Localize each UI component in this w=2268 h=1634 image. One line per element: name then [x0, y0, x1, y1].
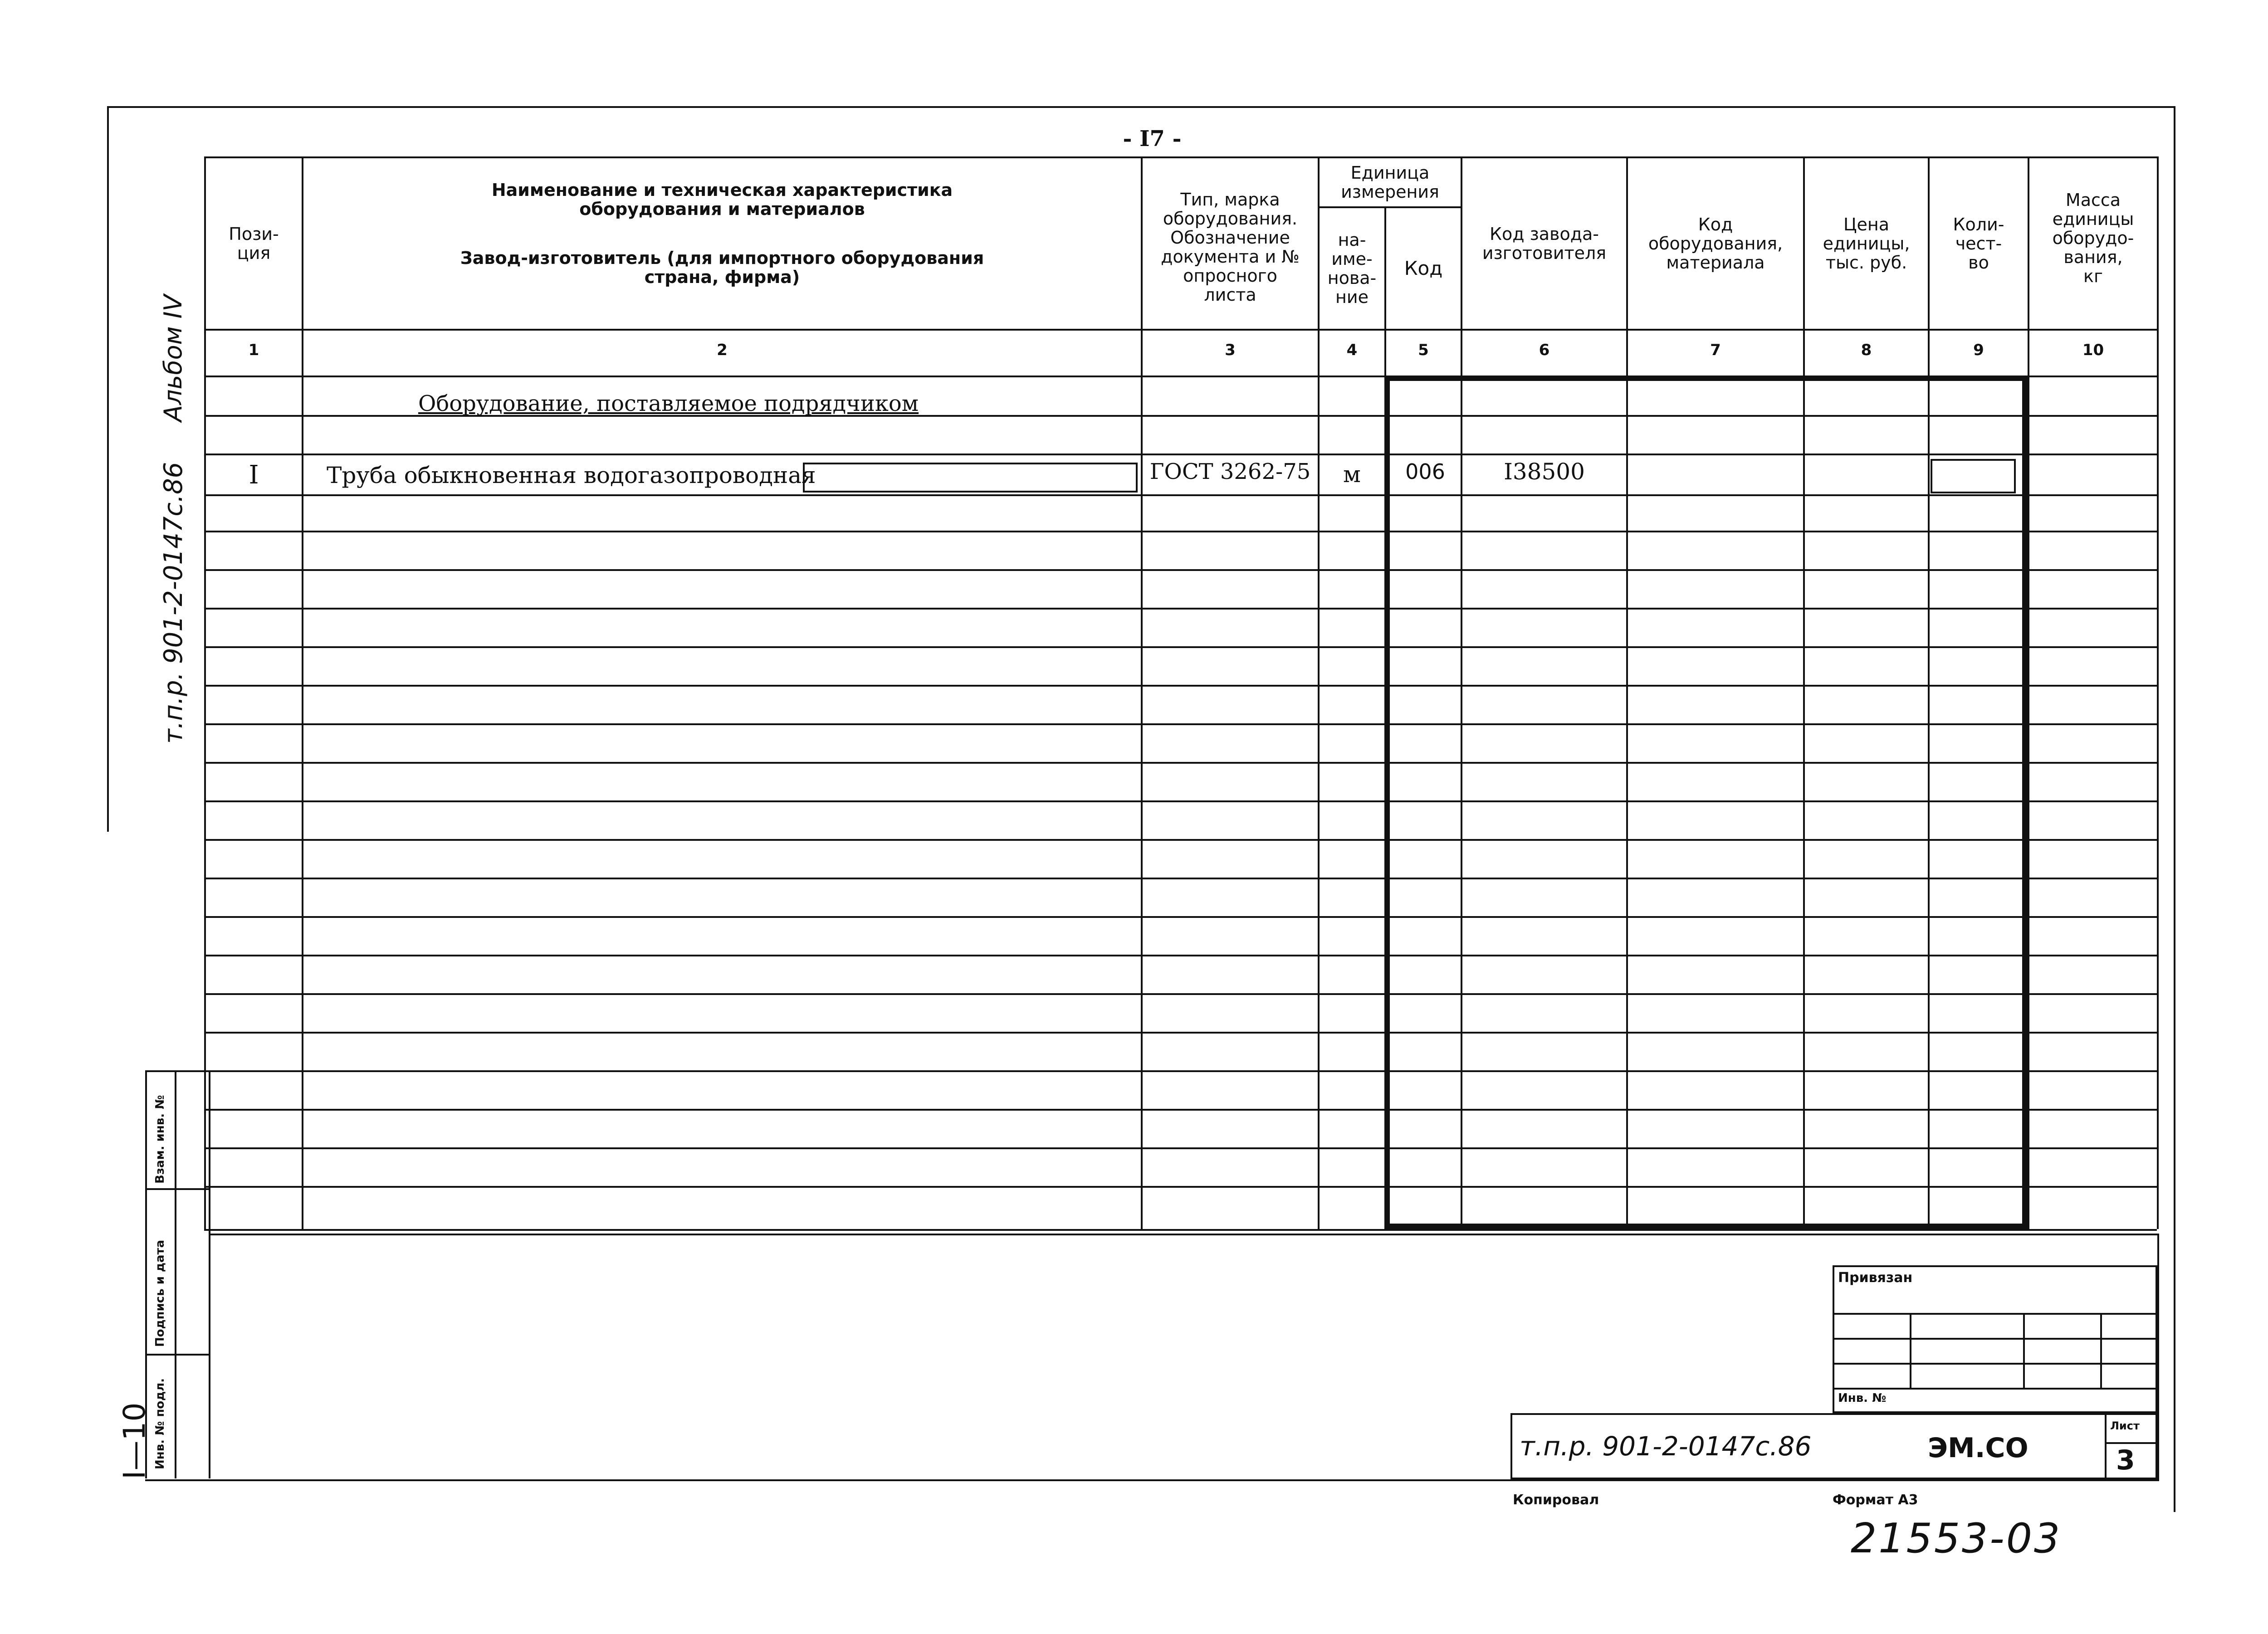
sheet-number: 3	[2116, 1444, 2135, 1476]
side-project-label: т.п.р. 901-2-0147с.86	[159, 462, 188, 744]
tb-line	[1833, 1363, 2157, 1365]
column-number: 2	[717, 341, 728, 359]
column-number: 8	[1861, 341, 1872, 359]
stamp-number: 21553-03	[1851, 1515, 2062, 1562]
kopiroval-label: Копировал	[1513, 1492, 1599, 1508]
column-number: 4	[1346, 341, 1358, 359]
row-position: I	[249, 460, 259, 490]
side-album-label: Альбом IV	[159, 294, 187, 422]
side-vzam-label: Взам. инв. №	[153, 1095, 167, 1184]
side-inv-number: I—10	[117, 1402, 152, 1479]
row-unit-code: 006	[1405, 459, 1445, 484]
row-quantity-blank-box	[1931, 459, 2016, 493]
row-name-blank-box	[803, 463, 1138, 493]
column-number: 3	[1225, 341, 1236, 359]
stamp-line	[145, 1188, 209, 1190]
header-unit-group: Единица измерения	[1341, 163, 1439, 202]
lower-frame-right	[2157, 1234, 2159, 1479]
lower-frame-bottom	[145, 1479, 2159, 1481]
frame-left-line	[107, 106, 109, 832]
tb-line	[2105, 1442, 2157, 1444]
doc-code: ЭМ.СО	[1928, 1432, 2028, 1464]
col-line	[2028, 156, 2029, 1229]
tb-line	[1833, 1338, 2157, 1340]
header-quantity: Коли- чест- во	[1953, 215, 2004, 273]
column-number: 10	[2082, 341, 2104, 359]
header-factory-code: Код завода- изготовителя	[1482, 224, 1607, 263]
privyazan-label: Привязан	[1838, 1270, 1913, 1286]
frame-right-line	[2174, 106, 2175, 1512]
section-title: Оборудование, поставляемое подрядчиком	[418, 391, 919, 416]
side-podpis-label: Подпись и дата	[153, 1239, 167, 1347]
column-number: 7	[1710, 341, 1721, 359]
column-number: 1	[248, 341, 259, 359]
inv-no-label: Инв. №	[1838, 1391, 1887, 1405]
header-price: Цена единицы, тыс. руб.	[1823, 215, 1910, 273]
header-unit-code: Код	[1404, 257, 1443, 279]
bold-box	[1384, 376, 2028, 1229]
header-unit-name: на- име- нова- ние	[1327, 230, 1377, 307]
page-number: - I7 -	[1123, 126, 1182, 151]
format-label: Формат А3	[1833, 1492, 1918, 1508]
header-equipment-code: Код оборудования, материала	[1648, 215, 1783, 273]
row-name: Труба обыкновенная водогазопроводная	[327, 462, 816, 488]
row-type: ГОСТ 3262-75	[1149, 459, 1311, 484]
lower-frame-left	[209, 1234, 210, 1478]
tb-line	[2023, 1313, 2025, 1388]
stamp-line	[145, 1070, 209, 1072]
col-line	[2157, 156, 2159, 1229]
header-name-top: Наименование и техническая характеристика оборудования и материалов	[491, 180, 953, 219]
table-bottom-line	[204, 1229, 2157, 1231]
header-mass: Масса единицы оборудо- вания, кг	[2052, 190, 2134, 286]
stamp-line	[145, 1354, 209, 1356]
header-type: Тип, марка оборудования. Обозначение документа и № опросного листа	[1161, 190, 1300, 305]
tb-line	[1833, 1313, 2157, 1315]
header-name-bottom: Завод-изготовитель (для импортного оборудования страна, фирма)	[460, 248, 984, 287]
tb-line	[2100, 1313, 2102, 1388]
tb-line	[2105, 1413, 2107, 1479]
tb-line	[1833, 1388, 2157, 1390]
sheet-label: Лист	[2110, 1419, 2140, 1432]
project-code: т.п.р. 901-2-0147с.86	[1520, 1431, 1812, 1462]
tb-line	[1910, 1313, 1911, 1388]
header-position: Пози- ция	[229, 224, 279, 263]
row-unit-name: м	[1343, 461, 1361, 488]
stamp-line	[175, 1070, 176, 1478]
header-bottom-line	[204, 329, 2157, 331]
lower-frame-line	[209, 1234, 2159, 1235]
col-line	[302, 156, 303, 1229]
column-number: 9	[1973, 341, 1984, 359]
frame-top-line	[107, 106, 2175, 108]
row-factory-code: I38500	[1504, 458, 1585, 485]
column-number: 5	[1418, 341, 1429, 359]
column-number: 6	[1539, 341, 1550, 359]
side-inv-podl-label: Инв. № подл.	[153, 1378, 167, 1469]
